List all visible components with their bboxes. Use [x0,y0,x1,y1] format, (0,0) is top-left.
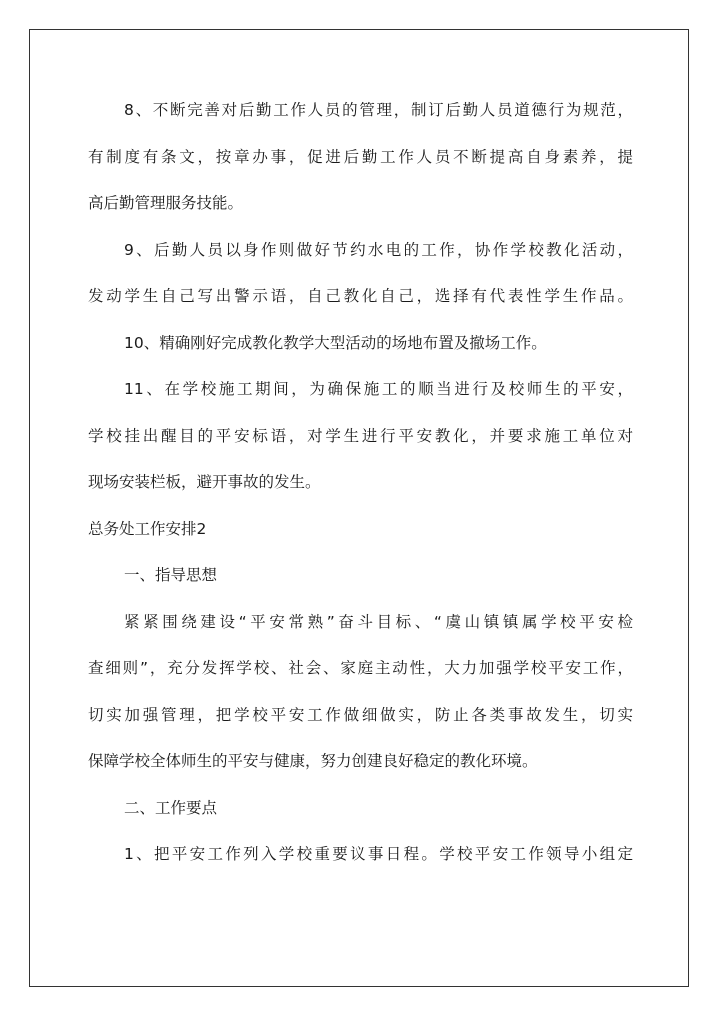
paragraph-line: 10、精确刚好完成教化教学大型活动的场地布置及撤场工作。 [124,333,547,352]
paragraph-line: 保障学校全体师生的平安与健康，努力创建良好稳定的教化环境。 [88,752,538,770]
paragraph-line: 切实加强管理，把学校平安工作做细做实，防止各类事故发生，切实 [88,705,633,724]
paragraph-line: 查细则”，充分发挥学校、社会、家庭主动性，大力加强学校平安工作， [88,659,633,677]
paragraph-line: 8、不断完善对后勤工作人员的管理，制订后勤人员道德行为规范， [124,101,633,119]
paragraph-line: 11、在学校施工期间，为确保施工的顺当进行及校师生的平安， [124,380,633,398]
paragraph-line: 现场安装栏板，避开事故的发生。 [88,473,321,491]
paragraph-line: 发动学生自己写出警示语，自己教化自己，选择有代表性学生作品。 [88,287,633,305]
section-heading: 二、工作要点 [124,798,218,817]
paragraph-line: 学校挂出醒目的平安标语，对学生进行平安教化，并要求施工单位对 [88,426,633,445]
section-heading: 一、指导思想 [124,566,218,584]
paragraph-line: 紧紧围绕建设“平安常熟”奋斗目标、“虞山镇镇属学校平安检 [124,612,633,631]
paragraph-line: 1、把平安工作列入学校重要议事日程。学校平安工作领导小组定 [124,845,633,863]
paragraph-line: 高后勤管理服务技能。 [88,194,244,212]
paragraph-line: 9、后勤人员以身作则做好节约水电的工作，协作学校教化活动， [124,240,633,259]
section-title: 总务处工作安排2 [88,519,207,538]
paragraph-line: 有制度有条文，按章办事，促进后勤工作人员不断提高自身素养，提 [88,147,633,166]
document-body [88,92,633,883]
